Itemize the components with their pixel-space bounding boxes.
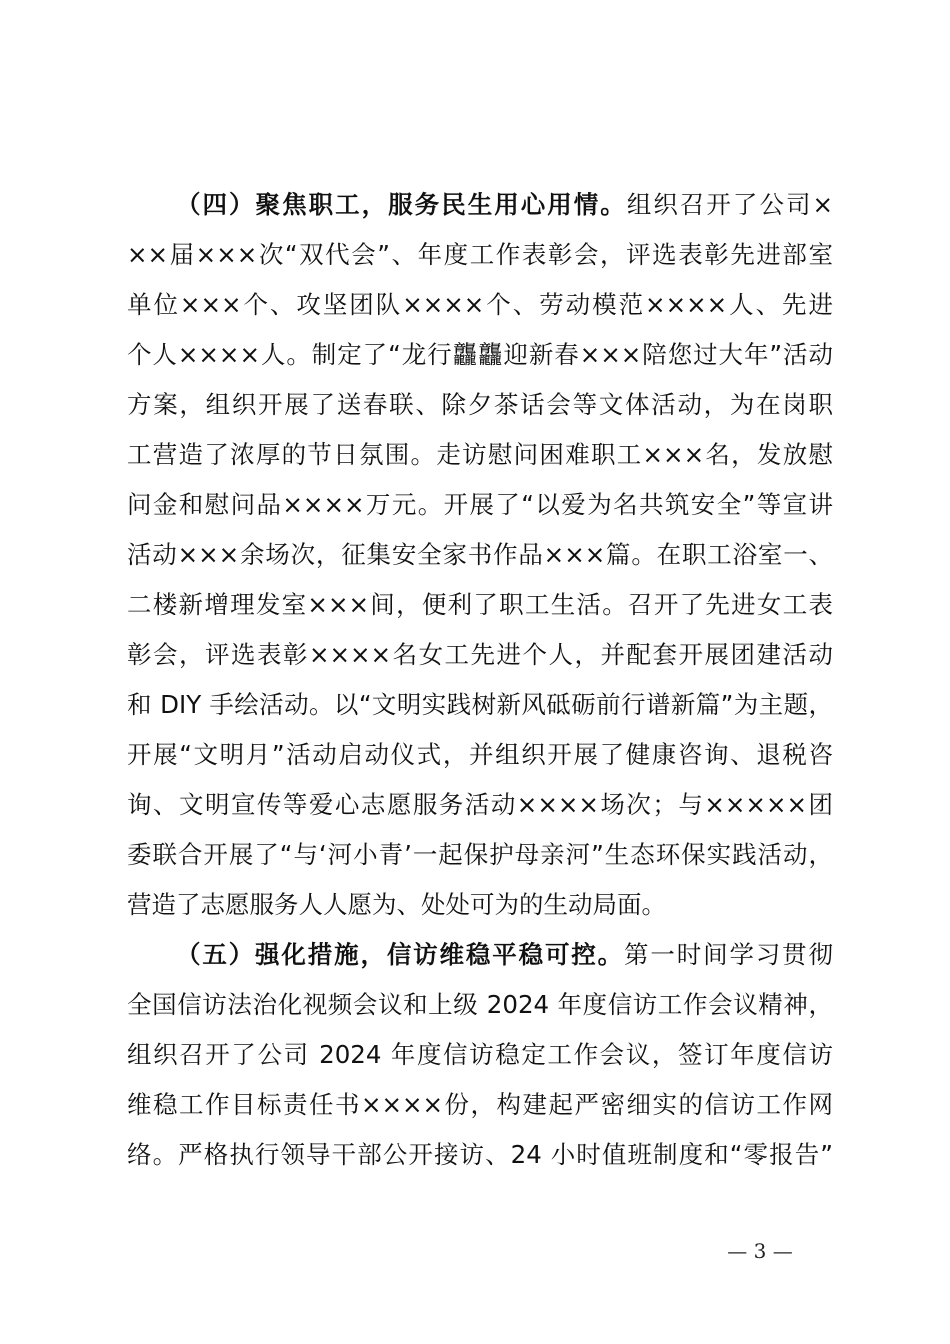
section4-line-5: 方案，组织开展了送春联、除夕茶话会等文体活动，为在岗职	[127, 390, 833, 419]
section4-line-1-text: 组织召开了公司×	[626, 190, 834, 219]
section5-heading: （五）强化措施，信访维稳平稳可控。	[176, 940, 625, 969]
section5-line-1-text: 第一时间学习贯彻	[624, 940, 834, 969]
section4-line-2: ××届×××次“双代会”、年度工作表彰会，评选表彰先进部室	[127, 240, 833, 269]
section5-line-1	[176, 935, 833, 975]
section4-line-12: 开展“文明月”活动启动仪式，并组织开展了健康咨询、退税咨	[127, 740, 833, 769]
section4-line-8: 活动×××余场次，征集安全家书作品×××篇。在职工浴室一、	[127, 540, 833, 569]
section4-line-10: 彰会，评选表彰××××名女工先进个人，并配套开展团建活动	[127, 640, 833, 669]
section5-line-3: 组织召开了公司 2024 年度信访稳定工作会议，签订年度信访	[127, 1040, 833, 1069]
section4-line-6: 工营造了浓厚的节日氛围。走访慰问困难职工×××名，发放慰	[127, 440, 833, 469]
section4-line-15: 营造了志愿服务人人愿为、处处可为的生动局面。	[127, 890, 666, 919]
section5-line-5: 络。严格执行领导干部公开接访、24 小时值班制度和“零报告”	[127, 1140, 833, 1169]
section5-line-4: 维稳工作目标责任书××××份，构建起严密细实的信访工作网	[127, 1090, 833, 1119]
section4-line-7: 问金和慰问品××××万元。开展了“以爱为名共筑安全”等宣讲	[127, 490, 833, 519]
section4-line-11: 和 DIY 手绘活动。以“文明实践树新风砥砺前行谱新篇”为主题，	[127, 690, 833, 719]
section4-heading: （四）聚焦职工，服务民生用心用情。	[176, 190, 627, 219]
section5-line-2: 全国信访法治化视频会议和上级 2024 年度信访工作会议精神，	[127, 990, 833, 1019]
section4-line-9: 二楼新增理发室×××间，便利了职工生活。召开了先进女工表	[127, 590, 833, 619]
section4-line-13: 询、文明宣传等爱心志愿服务活动××××场次；与×××××团	[127, 790, 833, 819]
section4-line-4: 个人××××人。制定了“龙行龘龘迎新春×××陪您过大年”活动	[127, 340, 833, 369]
section4-line-3: 单位×××个、攻坚团队××××个、劳动模范××××人、先进	[127, 290, 833, 319]
section4-line-1	[176, 185, 833, 225]
section4-line-14: 委联合开展了“与‘河小青’一起保护母亲河”生态环保实践活动，	[127, 840, 833, 869]
page-number: — 3 —	[727, 1239, 793, 1263]
